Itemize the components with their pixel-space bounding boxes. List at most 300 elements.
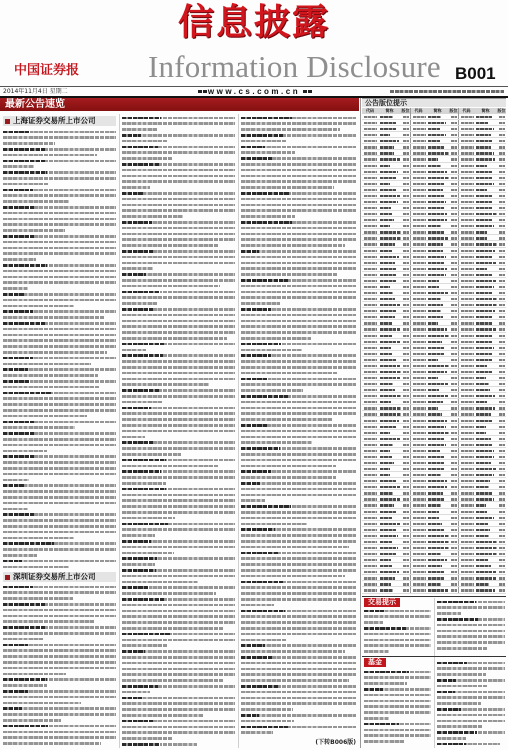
index-cell-name bbox=[378, 527, 401, 532]
index-cell-text bbox=[364, 407, 377, 409]
index-cell-code bbox=[410, 369, 426, 374]
index-cell-name bbox=[474, 248, 497, 253]
index-cell-page bbox=[401, 132, 410, 137]
text-line bbox=[122, 650, 235, 653]
index-cell-text bbox=[403, 335, 409, 337]
index-cell-text bbox=[364, 140, 377, 142]
index-cell-text bbox=[476, 523, 488, 525]
text-line bbox=[3, 484, 116, 487]
index-cell-code bbox=[362, 460, 378, 465]
index-cell-text bbox=[461, 468, 474, 470]
bold-lead-in bbox=[3, 690, 28, 693]
text-line bbox=[3, 444, 116, 447]
index-cell-text bbox=[428, 535, 449, 537]
index-cell-name bbox=[378, 533, 401, 538]
index-cell-code bbox=[362, 436, 378, 441]
index-cell-code bbox=[458, 114, 474, 119]
announcements-text-column-2 bbox=[122, 115, 235, 748]
index-cell-name bbox=[378, 132, 401, 137]
index-cell-text bbox=[476, 413, 491, 415]
index-cell-text bbox=[413, 565, 426, 567]
index-cell-text bbox=[461, 177, 474, 179]
text-line bbox=[3, 322, 116, 325]
text-line bbox=[364, 700, 431, 703]
index-cell-code bbox=[410, 363, 426, 368]
sse-heading bbox=[3, 116, 116, 126]
index-cell-text bbox=[403, 589, 409, 591]
index-cell-code bbox=[458, 126, 474, 131]
index-cell-text bbox=[451, 395, 457, 397]
index-cell-text bbox=[364, 262, 377, 264]
index-cell-text bbox=[428, 213, 447, 215]
text-line bbox=[3, 655, 116, 658]
index-cell-name bbox=[426, 533, 449, 538]
bold-lead-in bbox=[364, 610, 384, 613]
index-cell-text bbox=[380, 243, 395, 245]
index-cell-text bbox=[428, 335, 449, 337]
index-cell-text bbox=[428, 286, 439, 288]
index-cell-name bbox=[378, 138, 401, 143]
index-cell-page bbox=[401, 569, 410, 574]
index-cell-text bbox=[364, 201, 377, 203]
index-cell-page bbox=[449, 509, 458, 514]
index-cell-page bbox=[497, 339, 506, 344]
text-line bbox=[3, 287, 28, 290]
index-cell-code bbox=[362, 296, 378, 301]
index-cell-code bbox=[362, 357, 378, 362]
index-cell-text bbox=[451, 583, 457, 585]
index-cell-text bbox=[403, 529, 409, 531]
index-cell-page bbox=[497, 357, 506, 362]
index-cell-code bbox=[410, 138, 426, 143]
index-cell-text bbox=[451, 128, 457, 130]
index-cell-page bbox=[497, 545, 506, 550]
index-cell-text bbox=[403, 195, 409, 197]
index-cell-code bbox=[362, 211, 378, 216]
index-cell-page bbox=[401, 120, 410, 125]
index-cell-text bbox=[461, 450, 474, 452]
index-cell-text bbox=[451, 498, 457, 500]
bold-lead-in bbox=[241, 470, 271, 473]
index-cell-page bbox=[497, 478, 506, 483]
text-line bbox=[241, 592, 356, 595]
text-line bbox=[364, 711, 431, 714]
index-cell-text bbox=[413, 377, 426, 379]
text-line bbox=[122, 673, 235, 676]
index-cell-page bbox=[497, 229, 506, 234]
text-line bbox=[3, 638, 43, 641]
text-line bbox=[437, 647, 488, 650]
index-cell-text bbox=[451, 547, 457, 549]
index-cell-code bbox=[362, 320, 378, 325]
index-cell-text bbox=[364, 292, 377, 294]
index-cell-name bbox=[474, 539, 497, 544]
text-line bbox=[122, 627, 224, 630]
text-line bbox=[3, 667, 116, 670]
index-cell-text bbox=[499, 432, 505, 434]
index-cell-code bbox=[410, 515, 426, 520]
index-cell-text bbox=[364, 486, 377, 488]
text-line bbox=[241, 615, 356, 618]
text-line bbox=[437, 612, 461, 615]
bold-lead-in bbox=[241, 726, 288, 729]
index-cell-text bbox=[380, 140, 399, 142]
bold-lead-in bbox=[437, 601, 476, 604]
index-cell-text bbox=[364, 498, 377, 500]
text-line bbox=[241, 528, 356, 531]
index-cell-text bbox=[413, 535, 426, 537]
index-cell-text bbox=[364, 177, 377, 179]
index-cell-text bbox=[413, 134, 426, 136]
index-cell-text bbox=[380, 426, 396, 428]
index-cell-text bbox=[364, 511, 377, 513]
text-line bbox=[3, 380, 116, 383]
index-cell-page bbox=[401, 235, 410, 240]
index-cell-text bbox=[499, 165, 505, 167]
index-cell-page bbox=[497, 187, 506, 192]
index-cell-text bbox=[364, 171, 377, 173]
index-cell-name bbox=[474, 144, 497, 149]
index-cell-text bbox=[380, 219, 394, 221]
bold-lead-in bbox=[122, 343, 165, 346]
index-cell-text bbox=[380, 274, 396, 276]
index-cell-text bbox=[499, 146, 505, 148]
index-cell-text bbox=[461, 128, 474, 130]
index-cell-name bbox=[378, 326, 401, 331]
index-cell-page bbox=[449, 187, 458, 192]
index-cell-text bbox=[380, 438, 400, 440]
text-line bbox=[3, 644, 116, 647]
index-cell-name bbox=[426, 496, 449, 501]
bold-lead-in bbox=[241, 134, 283, 137]
index-cell-text bbox=[413, 146, 426, 148]
index-cell-name bbox=[378, 114, 401, 119]
index-cell-code bbox=[458, 587, 474, 592]
index-cell-text bbox=[364, 377, 377, 379]
index-cell-name bbox=[474, 587, 497, 592]
index-cell-text bbox=[461, 122, 474, 124]
index-cell-page bbox=[401, 496, 410, 501]
index-cell-text bbox=[364, 158, 377, 160]
index-cell-code bbox=[410, 393, 426, 398]
text-line bbox=[122, 499, 235, 502]
index-cell-text bbox=[476, 286, 494, 288]
index-cell-text bbox=[380, 359, 396, 361]
text-line bbox=[122, 563, 155, 566]
text-line bbox=[3, 409, 116, 412]
text-line bbox=[241, 285, 356, 288]
index-cell-text bbox=[461, 589, 474, 591]
index-cell-text bbox=[413, 219, 426, 221]
index-cell-page bbox=[449, 448, 458, 453]
index-cell-text bbox=[364, 152, 377, 154]
index-cell-text bbox=[403, 365, 409, 367]
index-cell-text bbox=[380, 195, 400, 197]
text-line bbox=[122, 325, 235, 328]
index-cell-text bbox=[413, 444, 426, 446]
section-title-en: Information Disclosure bbox=[148, 50, 441, 84]
index-cell-text bbox=[380, 401, 391, 403]
bold-lead-in bbox=[241, 644, 265, 647]
index-cell-text bbox=[364, 589, 377, 591]
index-cell-name bbox=[474, 405, 497, 410]
index-cell-text bbox=[476, 250, 495, 252]
index-cell-page bbox=[497, 241, 506, 246]
index-cell-text bbox=[451, 292, 457, 294]
bold-lead-in bbox=[3, 432, 35, 435]
index-cell-name bbox=[426, 169, 449, 174]
index-cell-text bbox=[428, 407, 438, 409]
index-cell-code bbox=[362, 126, 378, 131]
index-cell-name bbox=[474, 363, 497, 368]
text-line bbox=[3, 397, 116, 400]
text-line bbox=[122, 134, 235, 137]
index-cell-name bbox=[426, 490, 449, 495]
index-cell-text bbox=[499, 468, 505, 470]
index-cell-text bbox=[451, 177, 457, 179]
index-cell-code bbox=[458, 187, 474, 192]
text-line bbox=[3, 235, 116, 238]
index-cell-text bbox=[413, 517, 426, 519]
index-cell-text bbox=[428, 571, 444, 573]
szse-heading-label: 深圳证券交易所上市公司 bbox=[13, 572, 96, 581]
index-cell-page bbox=[497, 248, 506, 253]
index-cell-text bbox=[428, 565, 442, 567]
index-cell-code bbox=[362, 369, 378, 374]
text-line bbox=[3, 626, 116, 629]
index-cell-text bbox=[451, 243, 457, 245]
index-cell-page bbox=[449, 581, 458, 586]
index-cell-text bbox=[428, 316, 443, 318]
index-cell-text bbox=[380, 450, 390, 452]
index-cell-text bbox=[413, 413, 426, 415]
index-cell-text bbox=[380, 207, 391, 209]
bold-lead-in bbox=[122, 650, 145, 653]
index-cell-text bbox=[451, 274, 457, 276]
index-cell-text bbox=[476, 116, 492, 118]
index-cell-name bbox=[378, 205, 401, 210]
index-cell-code bbox=[410, 314, 426, 319]
index-cell-page bbox=[401, 114, 410, 119]
text-line bbox=[122, 523, 235, 526]
index-cell-text bbox=[461, 389, 474, 391]
index-cell-text bbox=[413, 420, 426, 422]
index-cell-text bbox=[428, 177, 449, 179]
index-cell-text bbox=[476, 231, 487, 233]
index-cell-name bbox=[474, 418, 497, 423]
bold-lead-in bbox=[122, 134, 141, 137]
bold-lead-in bbox=[241, 308, 271, 311]
text-line bbox=[241, 320, 356, 323]
index-cell-name bbox=[474, 472, 497, 477]
text-line bbox=[437, 691, 505, 694]
index-cell-text bbox=[451, 450, 457, 452]
index-cell-page bbox=[449, 460, 458, 465]
index-cell-name bbox=[474, 241, 497, 246]
index-cell-text bbox=[499, 134, 505, 136]
index-cell-name bbox=[426, 466, 449, 471]
text-line bbox=[122, 465, 219, 468]
index-cell-text bbox=[413, 268, 426, 270]
index-cell-page bbox=[449, 302, 458, 307]
bold-lead-in bbox=[3, 148, 45, 151]
text-line bbox=[3, 229, 65, 232]
text-line bbox=[241, 134, 356, 137]
index-cell-text bbox=[476, 225, 494, 227]
index-header-name: 简称 bbox=[385, 108, 394, 113]
index-cell-text bbox=[461, 407, 474, 409]
text-line bbox=[3, 328, 116, 331]
bold-lead-in bbox=[3, 455, 36, 458]
index-cell-text bbox=[499, 547, 505, 549]
index-cell-text bbox=[364, 165, 377, 167]
index-cell-page bbox=[449, 436, 458, 441]
index-cell-code bbox=[362, 509, 378, 514]
index-cell-name bbox=[426, 156, 449, 161]
text-line bbox=[241, 308, 356, 311]
index-cell-text bbox=[499, 195, 505, 197]
index-cell-code bbox=[410, 569, 426, 574]
text-line bbox=[241, 233, 356, 236]
index-cell-code bbox=[458, 199, 474, 204]
index-cell-code bbox=[458, 260, 474, 265]
index-cell-name bbox=[474, 308, 497, 313]
index-cell-text bbox=[413, 498, 426, 500]
index-cell-text bbox=[428, 165, 441, 167]
index-cell-code bbox=[410, 345, 426, 350]
text-line bbox=[241, 262, 356, 265]
bold-lead-in bbox=[3, 131, 30, 134]
index-cell-text bbox=[380, 535, 398, 537]
text-line bbox=[3, 334, 116, 337]
index-cell-text bbox=[461, 383, 474, 385]
index-cell-name bbox=[378, 217, 401, 222]
continued-note: (下转B006版) bbox=[315, 739, 356, 746]
index-cell-code bbox=[362, 205, 378, 210]
index-cell-code bbox=[362, 260, 378, 265]
index-cell-code bbox=[458, 302, 474, 307]
index-cell-text bbox=[428, 511, 439, 513]
index-cell-code bbox=[458, 193, 474, 198]
index-cell-code bbox=[458, 351, 474, 356]
text-line bbox=[3, 194, 116, 197]
index-cell-page bbox=[449, 314, 458, 319]
index-cell-code bbox=[362, 405, 378, 410]
index-cell-text bbox=[403, 316, 409, 318]
index-cell-code bbox=[458, 150, 474, 155]
index-cell-name bbox=[474, 527, 497, 532]
index-cell-text bbox=[461, 243, 474, 245]
index-cell-page bbox=[449, 545, 458, 550]
index-cell-text bbox=[451, 359, 457, 361]
index-cell-text bbox=[413, 492, 426, 494]
index-cell-text bbox=[364, 529, 377, 531]
index-cell-page bbox=[449, 217, 458, 222]
index-cell-page bbox=[449, 399, 458, 404]
text-line bbox=[3, 432, 116, 435]
index-cell-text bbox=[461, 195, 474, 197]
index-cell-page bbox=[401, 199, 410, 204]
index-cell-name bbox=[474, 205, 497, 210]
index-cell-text bbox=[476, 474, 494, 476]
index-cell-page bbox=[449, 490, 458, 495]
index-cell-code bbox=[362, 302, 378, 307]
index-cell-text bbox=[461, 553, 474, 555]
index-cell-name bbox=[378, 551, 401, 556]
text-line bbox=[241, 436, 356, 439]
index-cell-name bbox=[474, 217, 497, 222]
index-cell-code bbox=[410, 320, 426, 325]
index-cell-code bbox=[362, 575, 378, 580]
text-line bbox=[364, 729, 431, 732]
index-cell-page bbox=[449, 587, 458, 592]
index-cell-code bbox=[410, 460, 426, 465]
index-cell-text bbox=[364, 134, 377, 136]
index-cell-name bbox=[426, 363, 449, 368]
index-cell-text bbox=[451, 116, 457, 118]
index-cell-name bbox=[378, 581, 401, 586]
text-line bbox=[241, 169, 356, 172]
text-line bbox=[122, 726, 235, 729]
index-cell-text bbox=[380, 377, 400, 379]
bold-lead-in bbox=[3, 293, 25, 296]
index-cell-text bbox=[413, 225, 426, 227]
text-line bbox=[241, 354, 356, 357]
index-cell-text bbox=[364, 189, 377, 191]
text-line bbox=[3, 218, 116, 221]
text-line bbox=[241, 499, 265, 502]
index-cell-text bbox=[403, 146, 409, 148]
index-cell-text bbox=[403, 480, 409, 482]
index-cell-text bbox=[428, 225, 441, 227]
index-cell-code bbox=[362, 363, 378, 368]
index-cell-name bbox=[426, 217, 449, 222]
index-cell-code bbox=[362, 387, 378, 392]
index-cell-text bbox=[380, 486, 400, 488]
index-cell-name bbox=[474, 229, 497, 234]
index-cell-code bbox=[458, 175, 474, 180]
index-cell-page bbox=[449, 290, 458, 295]
index-cell-name bbox=[378, 284, 401, 289]
text-line bbox=[3, 305, 74, 308]
index-cell-code bbox=[410, 266, 426, 271]
text-line bbox=[3, 223, 116, 226]
index-cell-text bbox=[461, 583, 474, 585]
bold-lead-in bbox=[241, 354, 271, 357]
text-line bbox=[241, 296, 356, 299]
text-line bbox=[437, 667, 505, 670]
index-cell-text bbox=[451, 328, 457, 330]
text-line bbox=[122, 662, 235, 665]
decor-square bbox=[308, 90, 312, 94]
text-line bbox=[122, 192, 235, 195]
bold-lead-in bbox=[241, 482, 260, 485]
bold-lead-in bbox=[241, 447, 280, 450]
index-cell-text bbox=[364, 335, 377, 337]
index-cell-page bbox=[449, 430, 458, 435]
index-cell-code bbox=[410, 509, 426, 514]
text-line bbox=[3, 742, 101, 745]
index-cell-text bbox=[364, 195, 377, 197]
text-line bbox=[437, 743, 500, 746]
index-cell-name bbox=[426, 405, 449, 410]
text-line bbox=[3, 736, 116, 739]
index-cell-text bbox=[364, 341, 377, 343]
index-cell-text bbox=[380, 413, 401, 415]
index-cell-code bbox=[458, 144, 474, 149]
index-cell-name bbox=[378, 296, 401, 301]
index-cell-name bbox=[474, 436, 497, 441]
